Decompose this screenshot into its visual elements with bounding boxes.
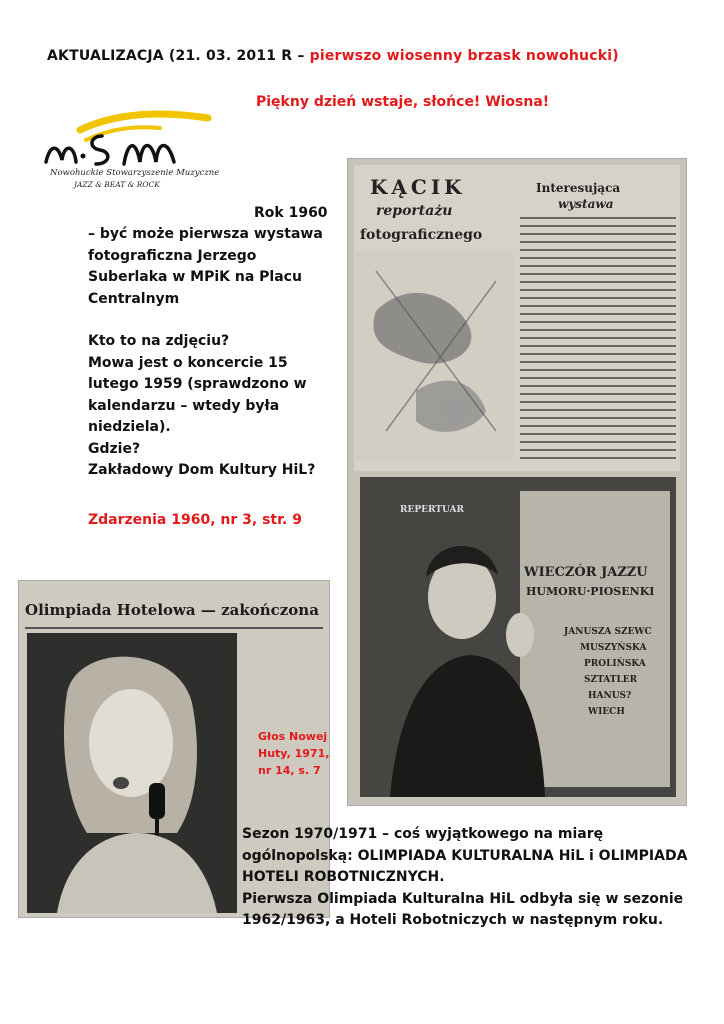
poster-artist-2: MUSZYŃSKA [580, 643, 647, 653]
clip-headline-1: KĄCIK [370, 175, 466, 199]
article-title-2: wystawa [558, 197, 614, 211]
season-line-2: Pierwsza Olimpiada Kulturalna HiL odbyła się w sezonie 1962/1963, a Hoteli Robotniczych w następnym roku. [242, 890, 684, 928]
season-text [242, 824, 702, 932]
poster-title-2: HUMORU·PIOSENKI [526, 585, 655, 598]
clip-headline-2: reportażu [376, 203, 453, 219]
venue-guess: Zakładowy Dom Kultury HiL? [88, 462, 316, 478]
question-who: Kto to na zdjęciu? [88, 333, 230, 349]
exhibition-text: – być może pierwsza wystawa fotograficzna Jerzego Suberlaka w MPiK na Placu Centralnym [88, 226, 323, 307]
concert-note: Mowa jest o koncercie 15 lutego 1959 (sprawdzono w kalendarzu – wtedy była niedziela). [88, 354, 307, 435]
logo-subtagline: JAZZ & BEAT & ROCK [74, 180, 160, 189]
questions-block [88, 331, 338, 482]
clip-headline-3: fotograficznego [360, 227, 483, 243]
source-glos-nowej-huty: Głos Nowej Huty, 1971, nr 14, s. 7 [258, 730, 330, 777]
poster-artist-6: WIECH [588, 707, 625, 717]
nsm-logo [40, 110, 230, 200]
article-body-lines [520, 217, 676, 465]
poster-artist-1: JANUSZA SZEWC [564, 627, 652, 637]
poster-title-1: WIECZÓR JAZZU [524, 565, 648, 580]
poster-artist-5: HANUS? [588, 691, 632, 701]
spring-subtitle: Piękny dzień wstaje, słońce! Wiosna! [256, 94, 550, 110]
concert-photo [360, 477, 676, 797]
olympiad-headline: Olimpiada Hotelowa — zakończona [25, 601, 319, 619]
update-header [47, 48, 619, 64]
update-header-prefix: AKTUALIZACJA (21. 03. 2011 R – [47, 48, 310, 64]
cartoon-illustration [356, 251, 514, 461]
singer-silhouette [27, 633, 237, 913]
singer-photo [27, 633, 237, 913]
source-zdarzenia: Zdarzenia 1960, nr 3, str. 9 [88, 512, 302, 528]
newspaper-clipping-exhibition [347, 158, 687, 806]
article-title-1: Interesująca [536, 181, 621, 195]
poster-artist-3: PROLIŃSKA [584, 659, 646, 669]
logo-tagline: Nowohuckie Stowarzyszenie Muzyczne [50, 168, 220, 178]
nsm-logo-mark [40, 110, 230, 172]
year-label: Rok 1960 [254, 205, 328, 221]
update-header-highlight: pierwszo wiosenny brzask nowohucki) [309, 48, 619, 64]
headline-rule [25, 627, 323, 629]
question-where: Gdzie? [88, 440, 141, 457]
man-silhouette [380, 517, 550, 797]
poster-repertuar: REPERTUAR [400, 505, 465, 515]
season-line-1: Sezon 1970/1971 – coś wyjątkowego na miarę ogólnopolską: OLIMPIADA KULTURALNA HiL i OLIMPIADA HOTELI ROBOTNICZNYCH. [242, 826, 688, 885]
poster-artist-4: SZTATLER [584, 675, 638, 685]
